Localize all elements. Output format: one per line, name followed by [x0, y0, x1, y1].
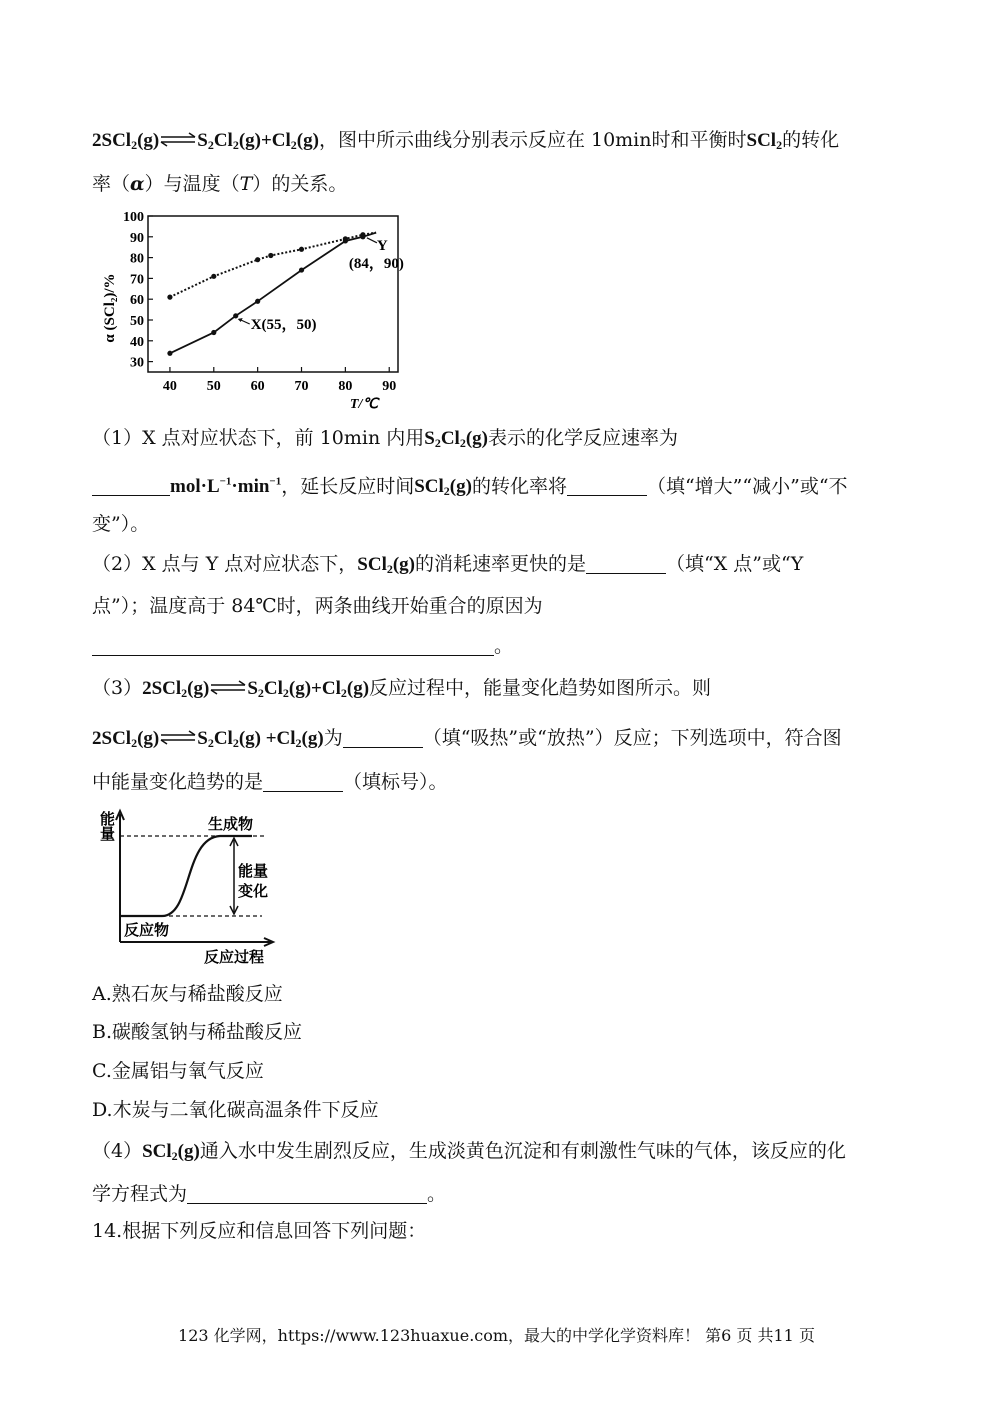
y-tick-label: 100 — [123, 210, 144, 225]
rate-unit: $mol\cdot L^{-1}\cdot\min^{-1}$ — [170, 476, 282, 498]
q2-line-3: 。 — [92, 634, 513, 658]
annotation-y-coords: (84，90) — [348, 255, 404, 272]
option-c[interactable]: C.金属铝与氧气反应 — [92, 1060, 264, 1082]
y-tick-label: 70 — [130, 272, 144, 288]
y-tick-label: 30 — [130, 355, 144, 371]
x-tick-label: 90 — [382, 379, 397, 394]
series-line-2 — [170, 233, 376, 354]
q3-line-3: 中能量变化趋势的是 （填标号）。 — [92, 771, 448, 793]
q3-line-1: （3）2SCl$_2$(g) $S_2Cl_2(g)+Cl_2(g)$反应过程中，能量变化趋势如图所示。则 — [92, 677, 712, 700]
equilibrium-arrow-icon — [209, 679, 247, 696]
data-point — [299, 247, 304, 252]
x-axis-label: 反应过程 — [204, 950, 265, 966]
plot-frame — [148, 216, 398, 372]
page-footer: 123 化学网，https://www.123huaxue.com，最大的中学化学资料库！ 第6 页 共11 页 — [178, 1326, 815, 1345]
y-tick-label: 50 — [130, 314, 144, 329]
data-point — [299, 267, 304, 272]
answer-blank[interactable] — [92, 475, 170, 496]
data-point — [343, 238, 348, 243]
x-tick-label: 40 — [162, 379, 177, 394]
q2-line-2: 点”）；温度高于 84℃时，两条曲线开始重合的原因为 — [92, 595, 543, 617]
x-tick-label: 80 — [338, 379, 353, 394]
y-axis-label: α (SCl₂)/% — [102, 273, 118, 343]
intro-line-1: 2SCl$_2$(g) $S_2Cl_2(g)+Cl_2(g)$，图中所示曲线分别表示反应在 10min时和平衡时SCl$_2$的转化 — [92, 129, 840, 152]
answer-blank[interactable] — [586, 553, 666, 574]
data-point — [211, 274, 216, 279]
option-d[interactable]: D.木炭与二氧化碳高温条件下反应 — [92, 1099, 379, 1121]
q4-line-1: （4）SCl$_2$(g)通入水中发生剧烈反应，生成淡黄色沉淀和有刺激性气味的气体，该反应的化 — [92, 1140, 846, 1163]
answer-blank[interactable] — [343, 727, 423, 748]
data-point — [167, 351, 172, 356]
data-point — [233, 313, 238, 318]
energy-diagram — [92, 808, 282, 968]
question-14: 14.根据下列反应和信息回答下列问题： — [92, 1220, 427, 1242]
product-label: 生成物 — [208, 817, 254, 833]
data-point — [360, 234, 365, 239]
annotation-y-label: Y — [376, 237, 388, 254]
answer-blank[interactable] — [187, 1183, 427, 1204]
answer-blank[interactable] — [567, 475, 647, 496]
y-axis-label: 能量 — [98, 811, 114, 841]
q1-line-1: （1）X 点对应状态下，前 10min 内用$S_2Cl_2(g)$表示的化学反应速率为 — [92, 427, 678, 450]
option-b[interactable]: B.碳酸氢钠与稀盐酸反应 — [92, 1021, 303, 1043]
data-point — [167, 295, 172, 300]
q2-line-1: （2）X 点与 Y 点对应状态下，SCl$_2$(g)的消耗速率更快的是 （填“X 点”或“Y — [92, 553, 804, 576]
y-tick-label: 40 — [130, 334, 144, 350]
q4-line-2: 学方程式为 。 — [92, 1183, 447, 1205]
data-point — [268, 253, 273, 258]
equilibrium-arrow-icon — [159, 131, 197, 148]
data-point — [211, 330, 216, 335]
option-a[interactable]: A.熟石灰与稀盐酸反应 — [92, 983, 283, 1005]
y-tick-label: 60 — [130, 293, 144, 309]
answer-blank[interactable] — [92, 635, 494, 656]
annotation-arrow — [367, 238, 377, 243]
equilibrium-arrow-icon — [159, 729, 197, 746]
data-point — [255, 299, 260, 304]
data-point — [255, 257, 260, 262]
x-tick-label: 60 — [250, 379, 265, 394]
x-tick-label: 70 — [294, 379, 309, 394]
y-tick-label: 90 — [130, 230, 144, 246]
q1-line-3: 变”）。 — [92, 513, 150, 535]
x-tick-label: 50 — [206, 379, 221, 394]
x-axis-label: T/℃ — [349, 397, 379, 412]
energy-change-label: 变化 — [238, 884, 269, 900]
q1-line-2: $mol\cdot L^{-1}\cdot\min^{-1}$，延长反应时间SCl$_2$(g)的转化率将 （填“增大”“减小”或“不 — [92, 470, 848, 503]
equation: 2SCl$_2$(g) $S_2Cl_2(g)+Cl_2(g)$ — [92, 130, 319, 152]
energy-change-label: 能量 — [238, 864, 269, 880]
reactant-label: 反应物 — [124, 923, 170, 939]
intro-line-2: 率（α）与温度（T）的关系。 — [92, 173, 348, 195]
q3-line-2: 2SCl$_2$(g) $S_2Cl_2(g) +Cl_2(g)$为 （填“吸热”或“放热”）反应；下列选项中，符合图 — [92, 727, 842, 750]
y-tick-label: 80 — [130, 251, 144, 267]
answer-blank[interactable] — [263, 771, 343, 792]
annotation-x-label: X(55，50) — [250, 317, 317, 333]
conversion-temperature-chart — [100, 208, 410, 412]
